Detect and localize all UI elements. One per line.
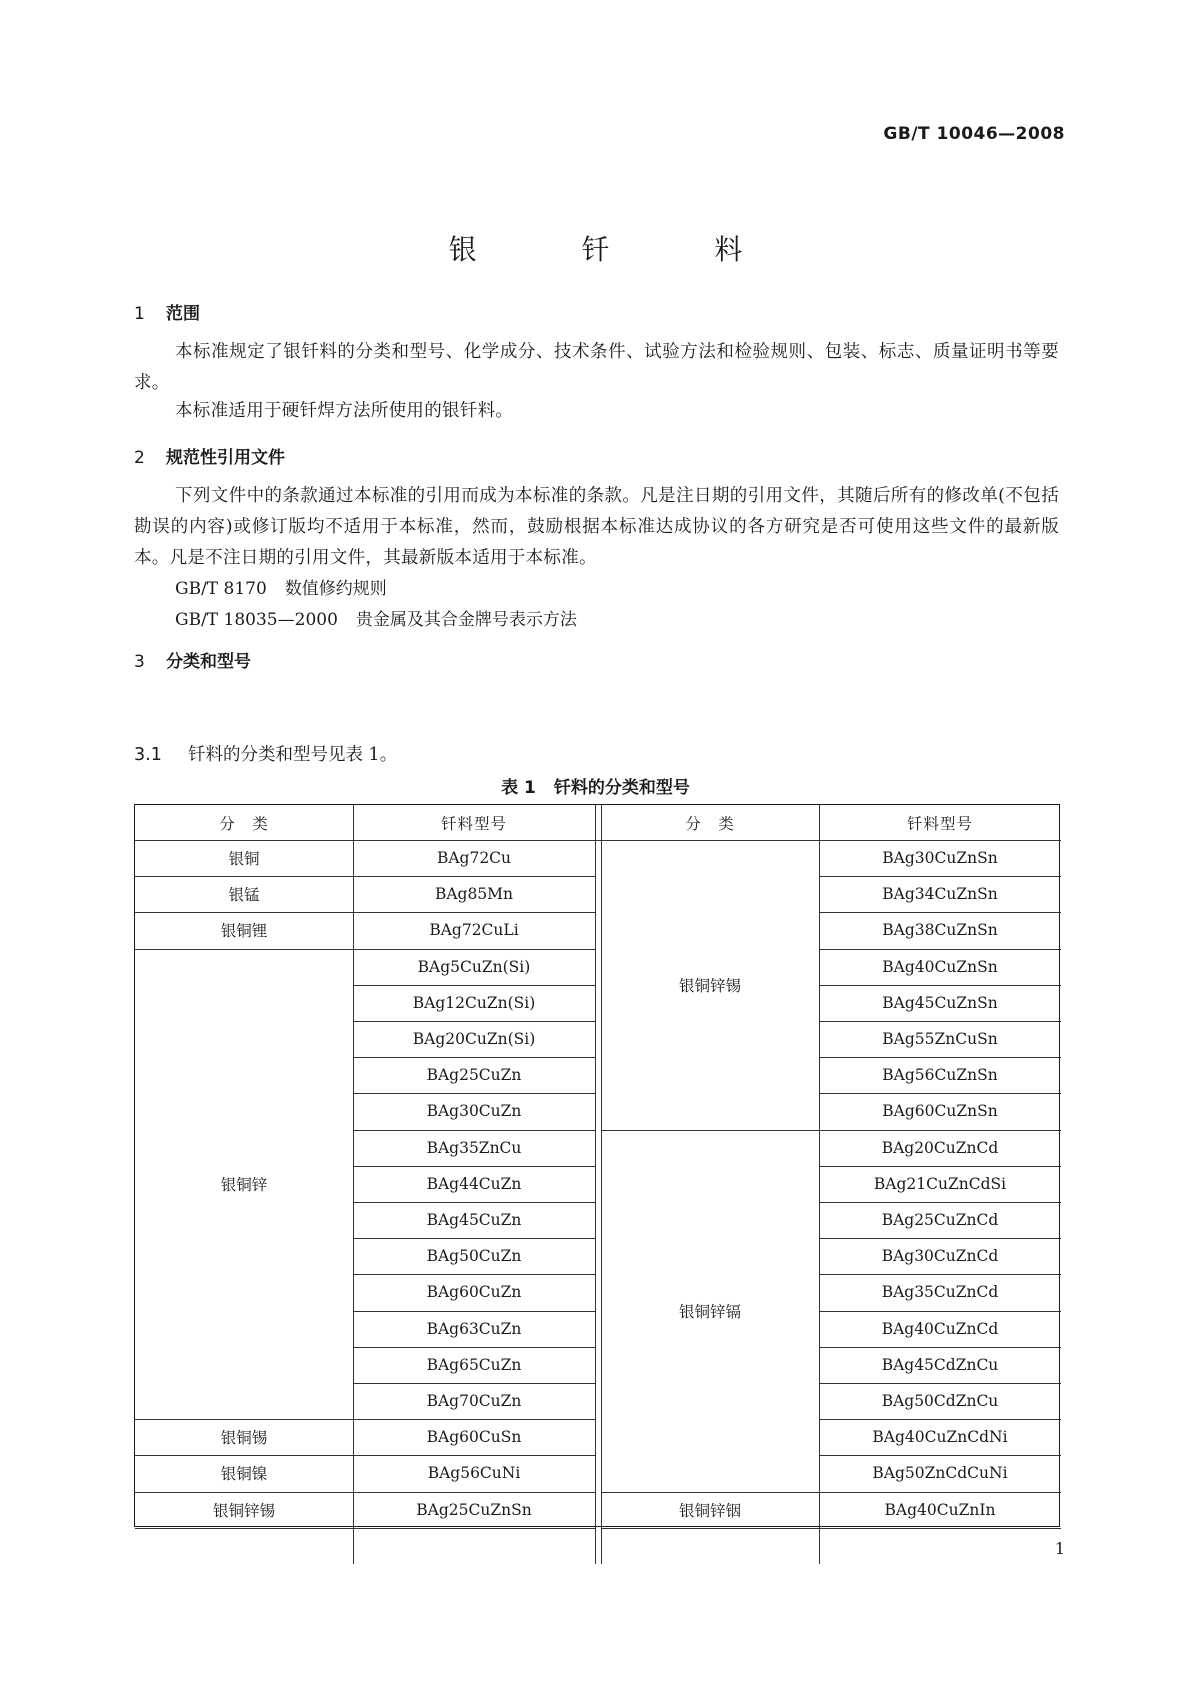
classification-table [134,804,1060,1527]
model-cell: BAg44CuZn [426,1174,522,1193]
section-2-heading [134,443,285,468]
category-cell: 银铜锌镉 [678,1302,741,1321]
model-cell: BAg56CuZnSn [882,1066,998,1085]
section-1-paragraph-1: 本标准规定了银钎料的分类和型号、化学成分、技术条件、试验方法和检验规则、包装、标志、质量证明书等要求。 [134,342,1059,393]
category-cell: 银铜锡 [220,1429,268,1448]
table-caption [0,773,1191,798]
section-1-number: 1 [134,304,145,324]
table-vline-double [595,805,596,1564]
table-caption-number: 表 1 [501,778,536,798]
model-cell: BAg34CuZnSn [882,885,998,904]
clause-number: 3.1 [134,745,162,765]
model-cell: BAg45CdZnCu [881,1355,999,1374]
model-cell: BAg35CuZnCd [881,1283,999,1302]
clause-3-1 [134,741,397,766]
model-cell: BAg65CuZn [426,1355,522,1374]
reference-title: 数值修约规则 [284,579,387,599]
reference-title: 贵金属及其合金牌号表示方法 [355,610,577,630]
model-cell: BAg70CuZn [426,1392,522,1411]
category-cell: 银锰 [228,886,260,905]
category-cell: 银铜锌铟 [678,1501,741,1520]
section-1-heading [134,299,200,324]
model-cell: BAg60CuSn [426,1428,522,1447]
reference-code: GB/T 18035—2000 [175,610,338,630]
group-rule [601,1528,1061,1529]
section-3-heading [134,647,251,672]
group-rule [135,1528,595,1529]
model-cell: BAg30CuZnCd [881,1247,999,1266]
model-cell: BAg25CuZnSn [416,1500,532,1519]
model-cell: BAg60CuZn [426,1283,522,1302]
category-cell: 银铜锌 [220,1175,268,1194]
model-cell: BAg20CuZn(Si) [412,1030,536,1049]
model-cell: BAg50ZnCdCuNi [872,1464,1008,1483]
model-cell: BAg5CuZn(Si) [417,957,531,976]
table-caption-title: 钎料的分类和型号 [553,778,690,798]
model-cell: BAg63CuZn [426,1319,522,1338]
model-cell: BAg12CuZn(Si) [412,993,536,1012]
clause-text: 钎料的分类和型号见表 1。 [188,745,398,765]
model-cell: BAg40CuZnCd [881,1319,999,1338]
section-1-title: 范围 [166,304,200,324]
model-cell: BAg72Cu [436,849,512,868]
model-cell: BAg40CuZnCdNi [872,1428,1008,1447]
model-cell: BAg56CuNi [427,1464,521,1483]
model-cell: BAg20CuZnCd [881,1138,999,1157]
model-cell: BAg72CuLi [429,921,519,940]
model-cell: BAg25CuZnCd [881,1211,999,1230]
model-cell: BAg60CuZnSn [882,1102,998,1121]
section-3-title: 分类和型号 [166,652,251,672]
section-3-number: 3 [134,652,145,672]
model-cell: BAg40CuZnSn [882,957,998,976]
page-number: 1 [1054,1539,1065,1558]
model-cell: BAg55ZnCuSn [882,1030,998,1049]
reference-item [175,574,387,599]
model-cell: BAg25CuZn [426,1066,522,1085]
category-cell: 银铜镍 [220,1465,268,1484]
standard-code: GB/T 10046—2008 [883,124,1065,144]
model-cell: BAg38CuZnSn [882,921,998,940]
model-cell: BAg50CuZn [426,1247,522,1266]
category-cell: 银铜锂 [220,922,268,941]
reference-code: GB/T 8170 [175,579,267,599]
section-2-number: 2 [134,448,145,468]
category-cell: 银铜锌锡 [212,1501,275,1520]
document-title: 银 钎 料 [448,233,791,266]
section-2-paragraph-1: 下列文件中的条款通过本标准的引用而成为本标准的条款。凡是注日期的引用文件，其随后所有的修改单(不包括勘误的内容)或修订版均不适用于本标准，然而，鼓励根据本标准达成协议的各方研究是否可使用这些文件的最新版本。凡是不注日期的引用文件，其最新版本适用于本标准。 [134,486,1059,568]
model-cell: BAg40CuZnIn [884,1500,996,1519]
model-cell: BAg85Mn [434,885,514,904]
section-2-title: 规范性引用文件 [166,448,285,468]
header-category: 分 类 [219,814,269,833]
header-model: 钎料型号 [440,814,507,833]
model-cell: BAg45CuZnSn [882,993,998,1012]
header-model: 钎料型号 [906,814,973,833]
model-cell: BAg30CuZnSn [882,849,998,868]
header-category: 分 类 [685,814,735,833]
section-1-paragraph-2: 本标准适用于硬钎焊方法所使用的银钎料。 [175,401,514,421]
reference-item [175,605,577,630]
category-cell: 银铜锌锡 [678,976,741,995]
model-cell: BAg50CdZnCu [881,1392,999,1411]
model-cell: BAg35ZnCu [426,1138,522,1157]
model-cell: BAg21CuZnCdSi [873,1174,1007,1193]
category-cell: 银铜 [228,850,260,869]
model-cell: BAg30CuZn [426,1102,522,1121]
model-cell: BAg45CuZn [426,1211,522,1230]
